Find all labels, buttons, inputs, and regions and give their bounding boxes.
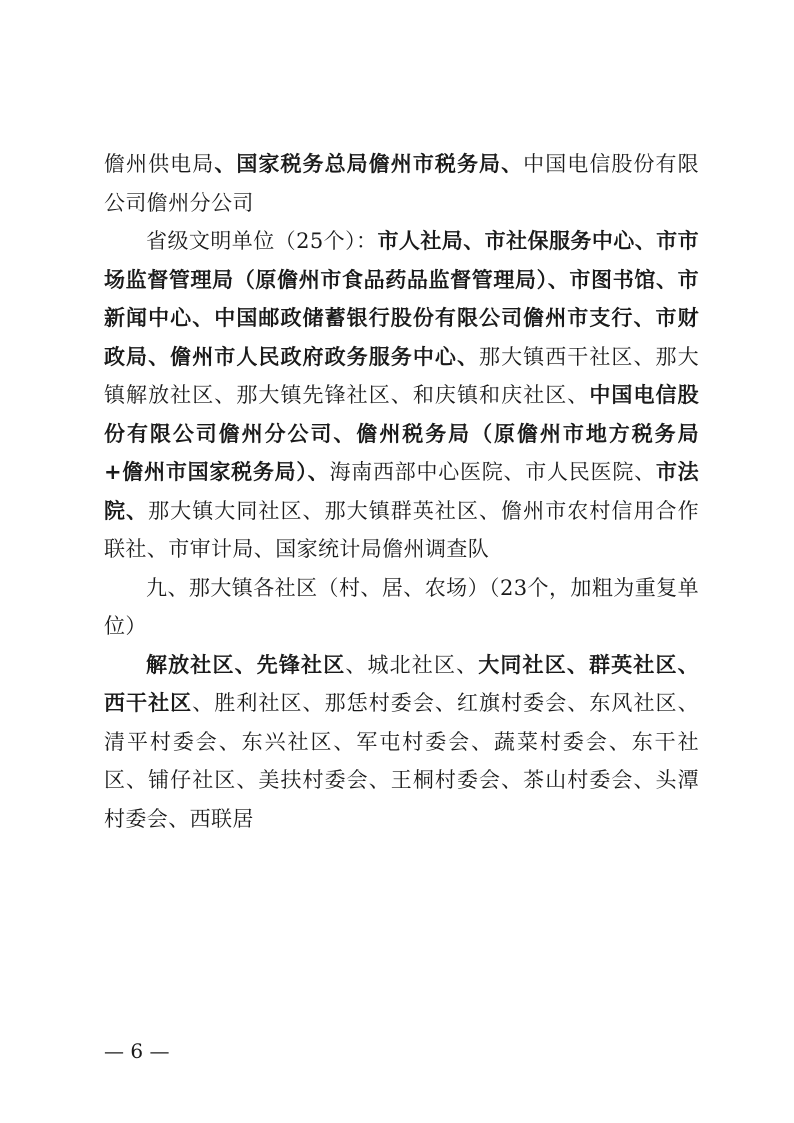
bold-text-segment: 大同社区、群英社区、西干社区 xyxy=(104,652,699,715)
bold-text-segment: 解放社区、先锋社区 xyxy=(146,652,346,677)
text-segment: 、胜利社区、那恁村委会、红旗村委会、东风社区、清平村委会、东兴社区、军屯村委会、蔬菜村委会、东干社区、铺仔社区、美扶村委会、王桐村委会、茶山村委会、头潭村委会、西联居 xyxy=(104,691,699,831)
paragraph-community-list xyxy=(104,646,699,839)
document-body xyxy=(104,145,699,838)
bold-text-segment: 、国家税务总局儋州市税务局、 xyxy=(214,152,524,176)
page-number: — 6 — xyxy=(104,1039,170,1063)
bold-text-segment: 市法院、 xyxy=(104,460,700,523)
section-heading-nada-town-communities xyxy=(104,569,699,646)
paragraph-provincial-civilized-units xyxy=(104,222,699,569)
text-segment: 中国电信股份有限公司儋州分公司 xyxy=(104,152,699,215)
text-segment: 海南西部中心医院、市人民医院、 xyxy=(329,460,656,484)
text-segment: 、城北社区、 xyxy=(345,652,479,677)
bold-text-segment: 市人社局、市社保服务中心、市市场监督管理局（原儋州市食品药品监督管理局）、市图书馆、市新闻中心、中国邮政储蓄银行股份有限公司儋州市支行、市财政局、儋州市人民政府政务服务中心、 xyxy=(104,229,699,369)
text-segment: 儋州供电局 xyxy=(104,152,215,176)
text-segment: 省级文明单位（25个）： xyxy=(146,229,378,253)
bold-text-segment: 中国电信股份有限公司儋州分公司、儋州税务局（原儋州市地方税务局+儋州市国家税务局）、 xyxy=(104,383,699,484)
paragraph-previous-list-continuation xyxy=(104,145,699,222)
text-segment: 九、那大镇各社区（村、居、农场）（23个，加粗为重复单位） xyxy=(104,575,699,638)
text-segment: 那大镇西干社区、那大镇解放社区、那大镇先锋社区、和庆镇和庆社区、 xyxy=(104,344,699,407)
text-segment: 那大镇大同社区、那大镇群英社区、儋州市农村信用合作联社、市审计局、国家统计局儋州调查队 xyxy=(104,498,699,561)
